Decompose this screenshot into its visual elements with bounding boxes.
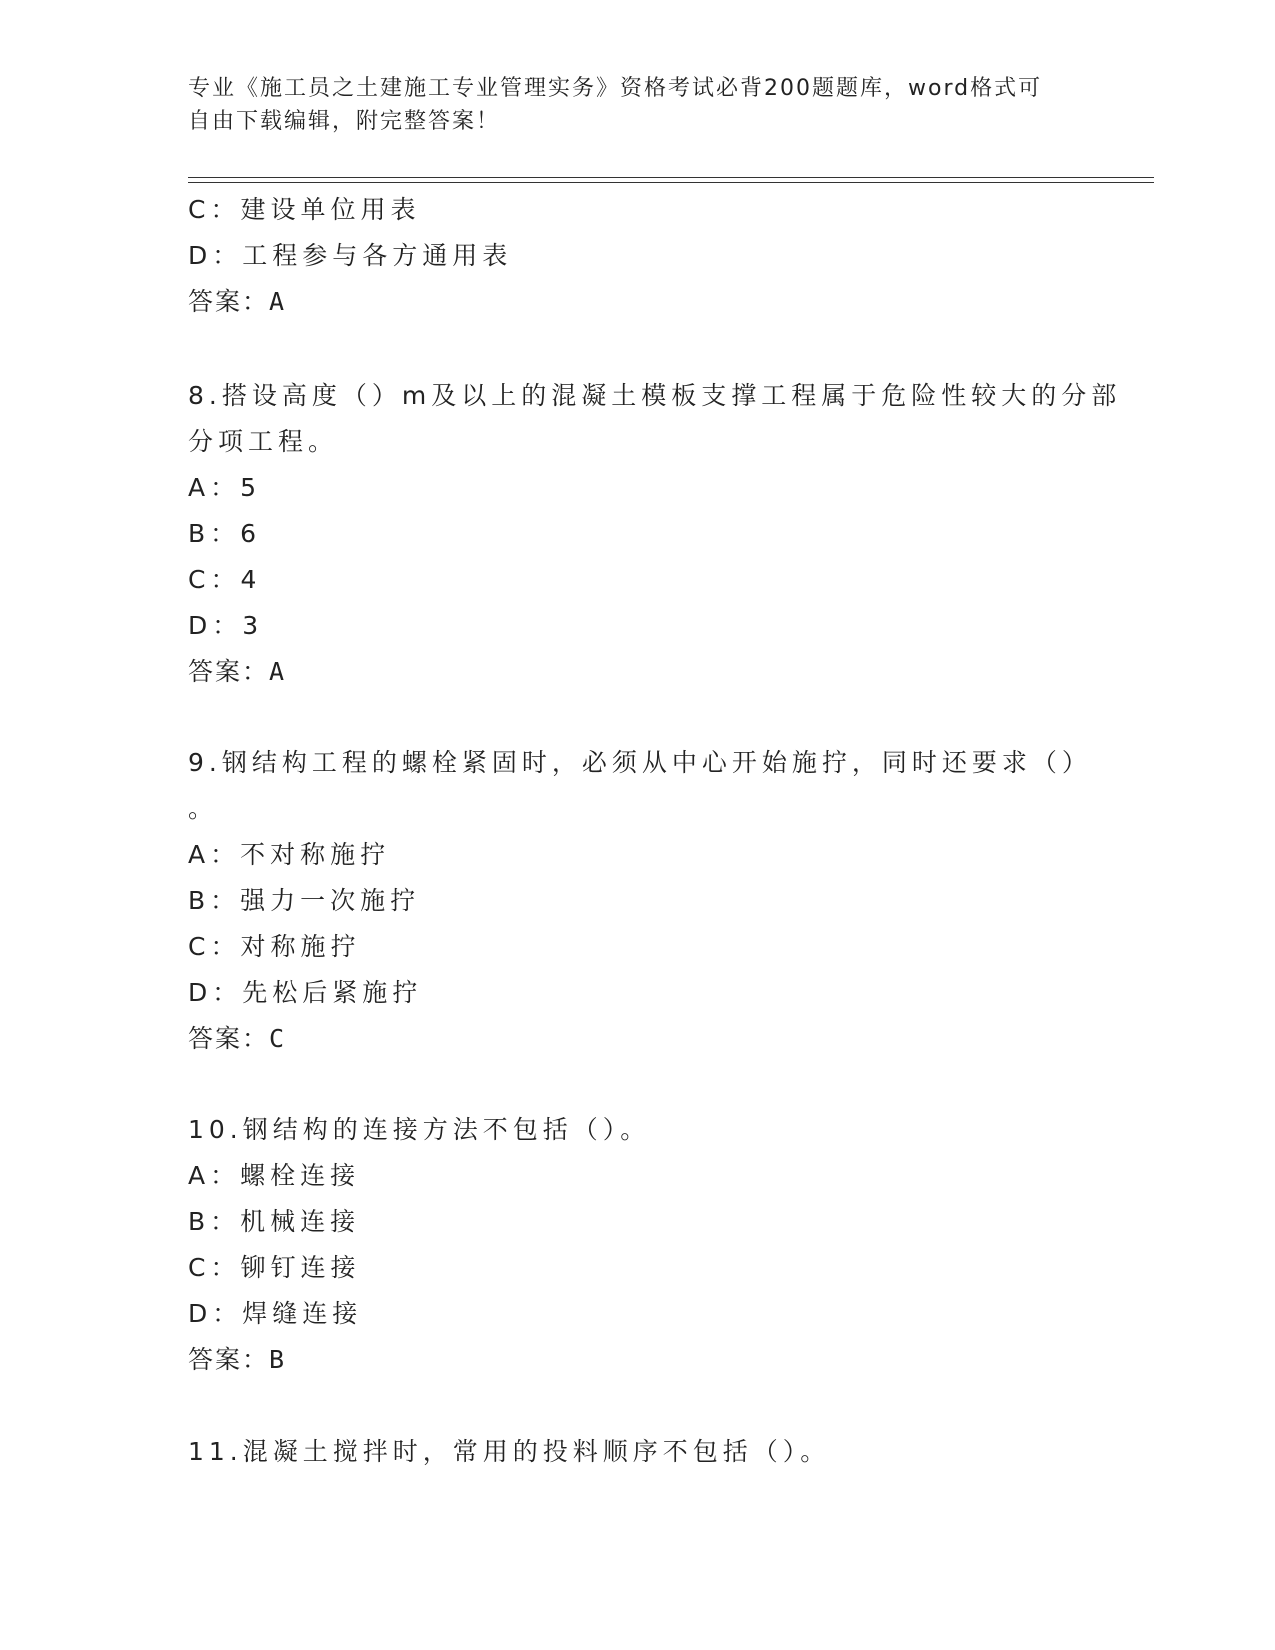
option-b: B：机械连接	[188, 1207, 361, 1236]
option-c: C：建设单位用表	[188, 195, 421, 224]
answer-line	[188, 286, 286, 318]
answer-line	[188, 1023, 286, 1055]
document-header	[188, 72, 1088, 138]
header-divider-top	[188, 177, 1154, 178]
option-c: C：铆钉连接	[188, 1253, 361, 1282]
answer-value: B	[269, 1345, 287, 1374]
option-d: D：3	[188, 611, 264, 640]
option-d: D：工程参与各方通用表	[188, 241, 513, 270]
option-a: A：螺栓连接	[188, 1161, 361, 1190]
option-d: D：焊缝连接	[188, 1299, 363, 1328]
option-a: A：5	[188, 473, 262, 502]
answer-line	[188, 1344, 286, 1376]
option-d: D：先松后紧施拧	[188, 978, 423, 1007]
question-stem: 9.钢结构工程的螺栓紧固时，必须从中心开始施拧，同时还要求（）	[188, 748, 1092, 777]
question-stem-continued: 。	[188, 794, 219, 823]
option-b: B：强力一次施拧	[188, 886, 421, 915]
option-b: B：6	[188, 519, 262, 548]
question-stem: 10.钢结构的连接方法不包括（）。	[188, 1115, 651, 1144]
header-title-line-1: 专业《施工员之土建施工专业管理实务》资格考试必背200题题库，word格式可	[188, 76, 1043, 101]
answer-label: 答案：	[188, 287, 270, 316]
header-title-line-2: 自由下载编辑，附完整答案！	[188, 109, 501, 134]
answer-line	[188, 656, 286, 688]
answer-label: 答案：	[188, 657, 270, 686]
answer-label: 答案：	[188, 1024, 270, 1053]
question-stem-continued: 分项工程。	[188, 427, 339, 456]
header-divider-bottom	[188, 182, 1154, 183]
question-stem: 8.搭设高度（）m及以上的混凝土模板支撑工程属于危险性较大的分部	[188, 381, 1122, 410]
answer-value: A	[269, 287, 287, 316]
option-a: A：不对称施拧	[188, 840, 391, 869]
answer-value: A	[269, 657, 287, 686]
option-c: C：对称施拧	[188, 932, 361, 961]
question-stem: 11.混凝土搅拌时，常用的投料顺序不包括（）。	[188, 1437, 831, 1466]
option-c: C：4	[188, 565, 262, 594]
answer-label: 答案：	[188, 1345, 270, 1374]
answer-value: C	[269, 1024, 287, 1053]
